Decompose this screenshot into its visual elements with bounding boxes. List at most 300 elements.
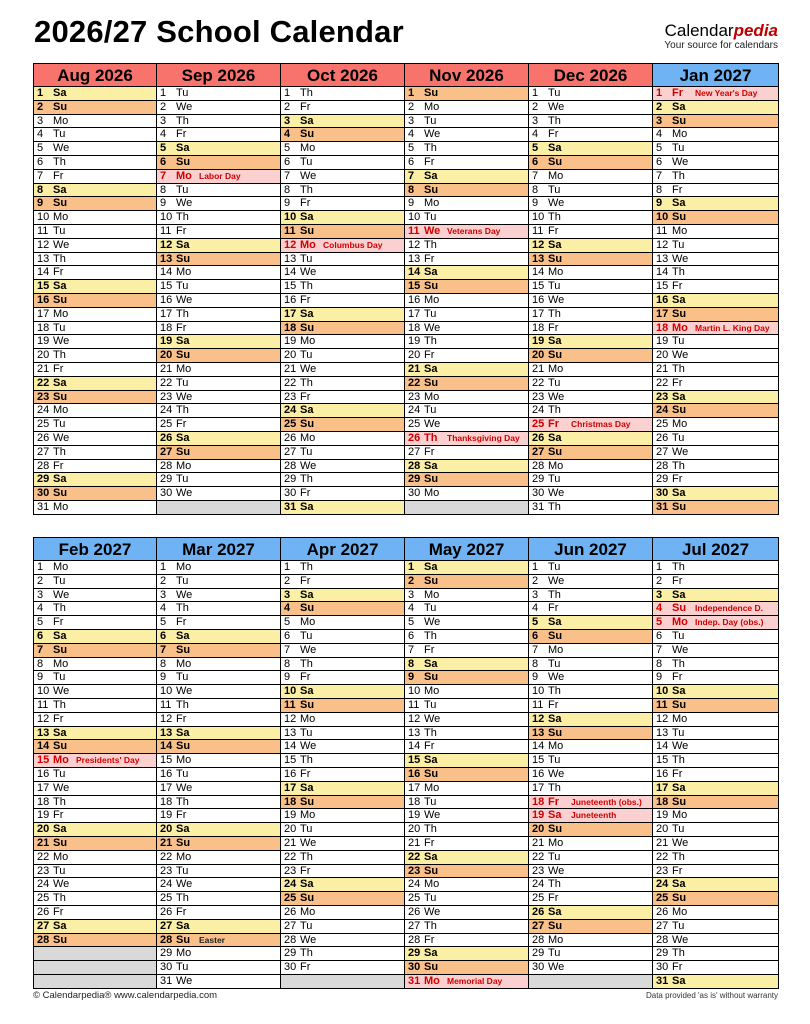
day-number: 12 bbox=[408, 238, 421, 251]
day-row bbox=[405, 308, 528, 322]
weekday-label: Su bbox=[53, 390, 68, 403]
weekday-label: Tu bbox=[53, 321, 66, 334]
day-row bbox=[653, 644, 778, 658]
day-row bbox=[405, 128, 528, 142]
day-row bbox=[157, 878, 280, 892]
day-number: 22 bbox=[160, 376, 173, 389]
weekday-label: Mo bbox=[53, 307, 69, 320]
weekday-label: Mo bbox=[424, 781, 440, 794]
day-number: 13 bbox=[160, 252, 173, 265]
weekday-label: Mo bbox=[53, 850, 69, 863]
weekday-label: Sa bbox=[672, 100, 686, 113]
day-number: 27 bbox=[656, 445, 669, 458]
day-row bbox=[157, 128, 280, 142]
weekday-label: Fr bbox=[176, 224, 187, 237]
month-header: Jan 2027 bbox=[653, 63, 778, 87]
day-row bbox=[653, 211, 778, 225]
weekday-label: Tu bbox=[424, 892, 437, 905]
day-number: 23 bbox=[408, 390, 421, 403]
day-row bbox=[529, 128, 652, 142]
day-number: 19 bbox=[532, 809, 545, 822]
day-number: 9 bbox=[37, 671, 44, 684]
day-number: 18 bbox=[284, 795, 297, 808]
day-row bbox=[281, 575, 404, 589]
day-number: 2 bbox=[532, 574, 539, 587]
weekday-label: Mo bbox=[424, 974, 440, 987]
day-row bbox=[405, 644, 528, 658]
day-row bbox=[157, 865, 280, 879]
day-row bbox=[653, 391, 778, 405]
day-number: 25 bbox=[284, 418, 297, 431]
weekday-label: Tu bbox=[300, 349, 313, 362]
day-row bbox=[34, 115, 156, 129]
weekday-label: We bbox=[300, 266, 317, 279]
day-number: 8 bbox=[37, 657, 44, 670]
day-number: 10 bbox=[532, 685, 545, 698]
empty-day-cell bbox=[34, 961, 156, 975]
day-number: 6 bbox=[160, 629, 167, 642]
weekday-label: Tu bbox=[176, 376, 189, 389]
day-number: 14 bbox=[284, 266, 297, 279]
day-row bbox=[653, 713, 778, 727]
day-row bbox=[34, 934, 156, 948]
day-row bbox=[405, 906, 528, 920]
weekday-label: Th bbox=[424, 726, 437, 739]
day-number: 21 bbox=[408, 836, 421, 849]
day-number: 21 bbox=[656, 836, 669, 849]
weekday-label: Mo bbox=[424, 197, 440, 210]
weekday-label: Su bbox=[424, 376, 439, 389]
day-number: 13 bbox=[284, 252, 297, 265]
day-number: 1 bbox=[284, 87, 291, 99]
day-number: 4 bbox=[656, 128, 663, 141]
day-number: 3 bbox=[408, 114, 415, 127]
day-number: 11 bbox=[408, 224, 420, 237]
day-row bbox=[34, 322, 156, 336]
day-number: 20 bbox=[284, 823, 297, 836]
day-row bbox=[34, 363, 156, 377]
weekday-label: Tu bbox=[300, 919, 313, 932]
weekday-label: Tu bbox=[548, 850, 561, 863]
day-number: 19 bbox=[532, 335, 545, 348]
day-number: 30 bbox=[408, 487, 421, 500]
day-number: 27 bbox=[160, 445, 173, 458]
day-number: 8 bbox=[532, 183, 539, 196]
weekday-label: Su bbox=[300, 602, 315, 615]
day-row bbox=[157, 809, 280, 823]
weekday-label: Su bbox=[424, 767, 439, 780]
day-row bbox=[405, 823, 528, 837]
day-number: 11 bbox=[408, 698, 420, 711]
holiday-label: Independence D. bbox=[695, 603, 764, 614]
day-row bbox=[281, 184, 404, 198]
weekday-label: Fr bbox=[424, 445, 435, 458]
day-number: 15 bbox=[656, 754, 669, 767]
day-number: 5 bbox=[37, 616, 44, 629]
day-number: 13 bbox=[284, 726, 297, 739]
weekday-label: Mo bbox=[672, 418, 688, 431]
day-row bbox=[529, 184, 652, 198]
day-row bbox=[653, 308, 778, 322]
day-row bbox=[529, 101, 652, 115]
day-number: 26 bbox=[160, 431, 173, 444]
day-number: 10 bbox=[656, 211, 669, 224]
weekday-label: Fr bbox=[300, 390, 311, 403]
weekday-label: Su bbox=[53, 643, 68, 656]
day-number: 28 bbox=[656, 933, 669, 946]
day-number: 3 bbox=[160, 114, 167, 127]
day-row bbox=[34, 740, 156, 754]
day-row bbox=[653, 142, 778, 156]
day-row bbox=[405, 961, 528, 975]
weekday-label: Mo bbox=[300, 809, 316, 822]
weekday-label: Sa bbox=[53, 183, 67, 196]
weekday-label: Mo bbox=[176, 169, 192, 182]
weekday-label: Tu bbox=[672, 238, 685, 251]
day-row bbox=[405, 225, 528, 239]
day-number: 25 bbox=[532, 892, 545, 905]
weekday-label: We bbox=[548, 574, 565, 587]
weekday-label: Th bbox=[176, 404, 189, 417]
weekday-label: Fr bbox=[53, 266, 64, 279]
day-row bbox=[653, 561, 778, 575]
month-column bbox=[281, 537, 405, 989]
day-number: 22 bbox=[532, 376, 545, 389]
weekday-label: Sa bbox=[300, 500, 314, 513]
day-row bbox=[157, 658, 280, 672]
day-number: 11 bbox=[656, 698, 668, 711]
weekday-label: Tu bbox=[424, 698, 437, 711]
weekday-label: Tu bbox=[176, 767, 189, 780]
weekday-label: Sa bbox=[53, 280, 67, 293]
day-number: 11 bbox=[532, 698, 544, 711]
day-number: 13 bbox=[37, 252, 50, 265]
day-row bbox=[34, 418, 156, 432]
weekday-label: Sa bbox=[548, 238, 562, 251]
day-number: 24 bbox=[532, 878, 545, 891]
weekday-label: Th bbox=[300, 947, 313, 960]
day-number: 12 bbox=[408, 712, 421, 725]
day-number: 27 bbox=[408, 445, 421, 458]
day-number: 25 bbox=[532, 418, 545, 431]
weekday-label: Tu bbox=[176, 864, 189, 877]
day-row bbox=[529, 460, 652, 474]
weekday-label: Sa bbox=[424, 459, 438, 472]
weekday-label: Th bbox=[548, 307, 561, 320]
weekday-label: Th bbox=[548, 685, 561, 698]
day-number: 30 bbox=[37, 487, 50, 500]
day-number: 18 bbox=[37, 321, 50, 334]
weekday-label: Tu bbox=[176, 574, 189, 587]
weekday-label: Tu bbox=[672, 919, 685, 932]
month-column bbox=[281, 63, 405, 515]
day-row bbox=[405, 432, 528, 446]
weekday-label: Fr bbox=[176, 905, 187, 918]
day-number: 21 bbox=[160, 362, 173, 375]
weekday-label: We bbox=[424, 321, 441, 334]
weekday-label: Su bbox=[672, 404, 687, 417]
weekday-label: Th bbox=[300, 657, 313, 670]
weekday-label: Su bbox=[176, 155, 191, 168]
day-row bbox=[405, 253, 528, 267]
weekday-label: Mo bbox=[176, 947, 192, 960]
weekday-label: Th bbox=[53, 349, 66, 362]
day-number: 22 bbox=[37, 850, 50, 863]
weekday-label: Tu bbox=[548, 280, 561, 293]
weekday-label: Tu bbox=[424, 307, 437, 320]
day-row bbox=[34, 335, 156, 349]
weekday-label: Mo bbox=[672, 616, 688, 629]
day-row bbox=[529, 335, 652, 349]
day-row bbox=[157, 377, 280, 391]
day-row bbox=[281, 740, 404, 754]
weekday-label: Fr bbox=[53, 905, 64, 918]
day-row bbox=[653, 156, 778, 170]
weekday-label: We bbox=[300, 362, 317, 375]
weekday-label: Sa bbox=[176, 726, 190, 739]
day-number: 26 bbox=[532, 431, 545, 444]
day-row bbox=[653, 727, 778, 741]
month-header: Apr 2027 bbox=[281, 537, 404, 561]
day-row bbox=[653, 404, 778, 418]
day-number: 4 bbox=[408, 128, 415, 141]
day-number: 11 bbox=[284, 224, 296, 237]
weekday-label: Tu bbox=[548, 754, 561, 767]
day-row bbox=[281, 446, 404, 460]
day-row bbox=[405, 115, 528, 129]
day-row bbox=[157, 589, 280, 603]
weekday-label: Mo bbox=[548, 933, 564, 946]
day-row bbox=[157, 906, 280, 920]
holiday-label: Indep. Day (obs.) bbox=[695, 617, 764, 628]
day-row bbox=[157, 699, 280, 713]
weekday-label: Su bbox=[424, 183, 439, 196]
day-number: 12 bbox=[532, 238, 545, 251]
weekday-label: Su bbox=[672, 892, 687, 905]
day-number: 11 bbox=[532, 224, 544, 237]
empty-day-cell bbox=[405, 501, 528, 515]
day-row bbox=[529, 768, 652, 782]
day-number: 7 bbox=[284, 169, 291, 182]
calendar-half-1 bbox=[33, 63, 779, 515]
day-number: 30 bbox=[656, 487, 669, 500]
day-number: 14 bbox=[37, 740, 50, 753]
day-number: 9 bbox=[160, 197, 167, 210]
day-number: 31 bbox=[37, 500, 50, 513]
weekday-label: We bbox=[424, 616, 441, 629]
day-row bbox=[653, 128, 778, 142]
weekday-label: Fr bbox=[548, 224, 559, 237]
day-row bbox=[405, 616, 528, 630]
day-row bbox=[653, 432, 778, 446]
day-number: 19 bbox=[656, 335, 669, 348]
day-number: 9 bbox=[408, 671, 415, 684]
day-row bbox=[405, 865, 528, 879]
day-number: 5 bbox=[160, 142, 167, 155]
day-number: 8 bbox=[656, 183, 663, 196]
day-number: 2 bbox=[160, 574, 167, 587]
day-row bbox=[653, 473, 778, 487]
day-number: 12 bbox=[160, 238, 173, 251]
day-row bbox=[405, 947, 528, 961]
day-row bbox=[281, 727, 404, 741]
day-number: 14 bbox=[160, 266, 173, 279]
day-row bbox=[281, 878, 404, 892]
day-row bbox=[34, 87, 156, 101]
day-number: 22 bbox=[284, 850, 297, 863]
day-number: 22 bbox=[284, 376, 297, 389]
day-number: 14 bbox=[656, 740, 669, 753]
day-row bbox=[34, 211, 156, 225]
day-row bbox=[653, 616, 778, 630]
day-number: 4 bbox=[656, 602, 663, 615]
month-header: Jun 2027 bbox=[529, 537, 652, 561]
weekday-label: We bbox=[424, 905, 441, 918]
day-number: 13 bbox=[532, 726, 545, 739]
day-number: 26 bbox=[37, 905, 50, 918]
weekday-label: Fr bbox=[548, 321, 559, 334]
day-row bbox=[34, 446, 156, 460]
day-row bbox=[653, 322, 778, 336]
day-number: 16 bbox=[284, 293, 297, 306]
day-row bbox=[529, 377, 652, 391]
day-row bbox=[529, 671, 652, 685]
day-number: 17 bbox=[37, 781, 50, 794]
weekday-label: We bbox=[672, 252, 689, 265]
weekday-label: We bbox=[548, 487, 565, 500]
weekday-label: Th bbox=[548, 878, 561, 891]
day-number: 4 bbox=[284, 128, 291, 141]
day-number: 23 bbox=[284, 390, 297, 403]
weekday-label: Mo bbox=[300, 905, 316, 918]
empty-day-cell bbox=[157, 501, 280, 515]
day-number: 24 bbox=[656, 878, 669, 891]
weekday-label: We bbox=[672, 445, 689, 458]
day-number: 17 bbox=[408, 781, 421, 794]
weekday-label: Su bbox=[672, 795, 687, 808]
weekday-label: Th bbox=[176, 211, 189, 224]
month-column bbox=[33, 63, 157, 515]
weekday-label: Fr bbox=[176, 616, 187, 629]
day-number: 9 bbox=[656, 671, 663, 684]
day-number: 24 bbox=[284, 404, 297, 417]
weekday-label: Th bbox=[53, 252, 66, 265]
holiday-label: Labor Day bbox=[199, 170, 241, 181]
day-row bbox=[653, 782, 778, 796]
day-row bbox=[281, 920, 404, 934]
weekday-label: Su bbox=[176, 933, 191, 946]
weekday-label: Th bbox=[176, 307, 189, 320]
weekday-label: Th bbox=[672, 266, 685, 279]
weekday-label: Sa bbox=[548, 142, 562, 155]
weekday-label: We bbox=[672, 836, 689, 849]
weekday-label: Sa bbox=[53, 629, 67, 642]
day-number: 5 bbox=[408, 616, 415, 629]
day-row bbox=[405, 239, 528, 253]
weekday-label: Th bbox=[176, 698, 189, 711]
weekday-label: Tu bbox=[424, 114, 437, 127]
day-row bbox=[281, 671, 404, 685]
day-number: 3 bbox=[284, 588, 291, 601]
day-row bbox=[405, 363, 528, 377]
day-number: 24 bbox=[160, 878, 173, 891]
day-row bbox=[529, 294, 652, 308]
day-row bbox=[405, 156, 528, 170]
day-row bbox=[281, 156, 404, 170]
day-row bbox=[281, 115, 404, 129]
weekday-label: Sa bbox=[176, 629, 190, 642]
weekday-label: Mo bbox=[300, 142, 316, 155]
day-row bbox=[157, 782, 280, 796]
day-row bbox=[653, 197, 778, 211]
day-row bbox=[405, 796, 528, 810]
day-number: 11 bbox=[160, 224, 172, 237]
weekday-label: Th bbox=[53, 445, 66, 458]
day-number: 7 bbox=[408, 169, 415, 182]
weekday-label: Th bbox=[176, 602, 189, 615]
day-row bbox=[34, 644, 156, 658]
day-row bbox=[653, 335, 778, 349]
day-row bbox=[405, 658, 528, 672]
day-row bbox=[405, 170, 528, 184]
day-number: 9 bbox=[532, 197, 539, 210]
day-number: 18 bbox=[408, 321, 421, 334]
weekday-label: We bbox=[424, 418, 441, 431]
day-row bbox=[405, 404, 528, 418]
day-row bbox=[653, 823, 778, 837]
day-row bbox=[405, 87, 528, 101]
day-number: 2 bbox=[37, 100, 44, 113]
weekday-label: Su bbox=[53, 740, 68, 753]
day-number: 15 bbox=[656, 280, 669, 293]
day-row bbox=[281, 713, 404, 727]
weekday-label: Su bbox=[300, 698, 315, 711]
weekday-label: We bbox=[672, 740, 689, 753]
day-number: 4 bbox=[284, 602, 291, 615]
weekday-label: Su bbox=[176, 252, 191, 265]
month-column bbox=[405, 63, 529, 515]
day-number: 13 bbox=[408, 726, 421, 739]
weekday-label: Mo bbox=[548, 836, 564, 849]
day-number: 6 bbox=[284, 629, 291, 642]
day-row bbox=[405, 391, 528, 405]
day-number: 28 bbox=[408, 933, 421, 946]
day-number: 21 bbox=[532, 362, 545, 375]
weekday-label: Th bbox=[672, 657, 685, 670]
holiday-label: Juneteenth bbox=[571, 810, 617, 821]
day-row bbox=[34, 920, 156, 934]
day-row bbox=[529, 947, 652, 961]
day-row bbox=[157, 266, 280, 280]
day-number: 20 bbox=[160, 823, 173, 836]
day-number: 14 bbox=[532, 740, 545, 753]
day-row bbox=[157, 961, 280, 975]
day-number: 19 bbox=[408, 809, 421, 822]
day-row bbox=[653, 809, 778, 823]
weekday-label: Sa bbox=[300, 781, 314, 794]
day-number: 23 bbox=[160, 864, 173, 877]
holiday-label: Columbus Day bbox=[323, 239, 383, 250]
day-number: 15 bbox=[532, 280, 545, 293]
weekday-label: Mo bbox=[672, 321, 688, 334]
day-number: 10 bbox=[532, 211, 545, 224]
weekday-label: Su bbox=[672, 500, 687, 513]
day-row bbox=[157, 892, 280, 906]
day-number: 11 bbox=[656, 224, 668, 237]
day-number: 11 bbox=[160, 698, 172, 711]
weekday-label: Tu bbox=[424, 211, 437, 224]
day-row bbox=[529, 575, 652, 589]
